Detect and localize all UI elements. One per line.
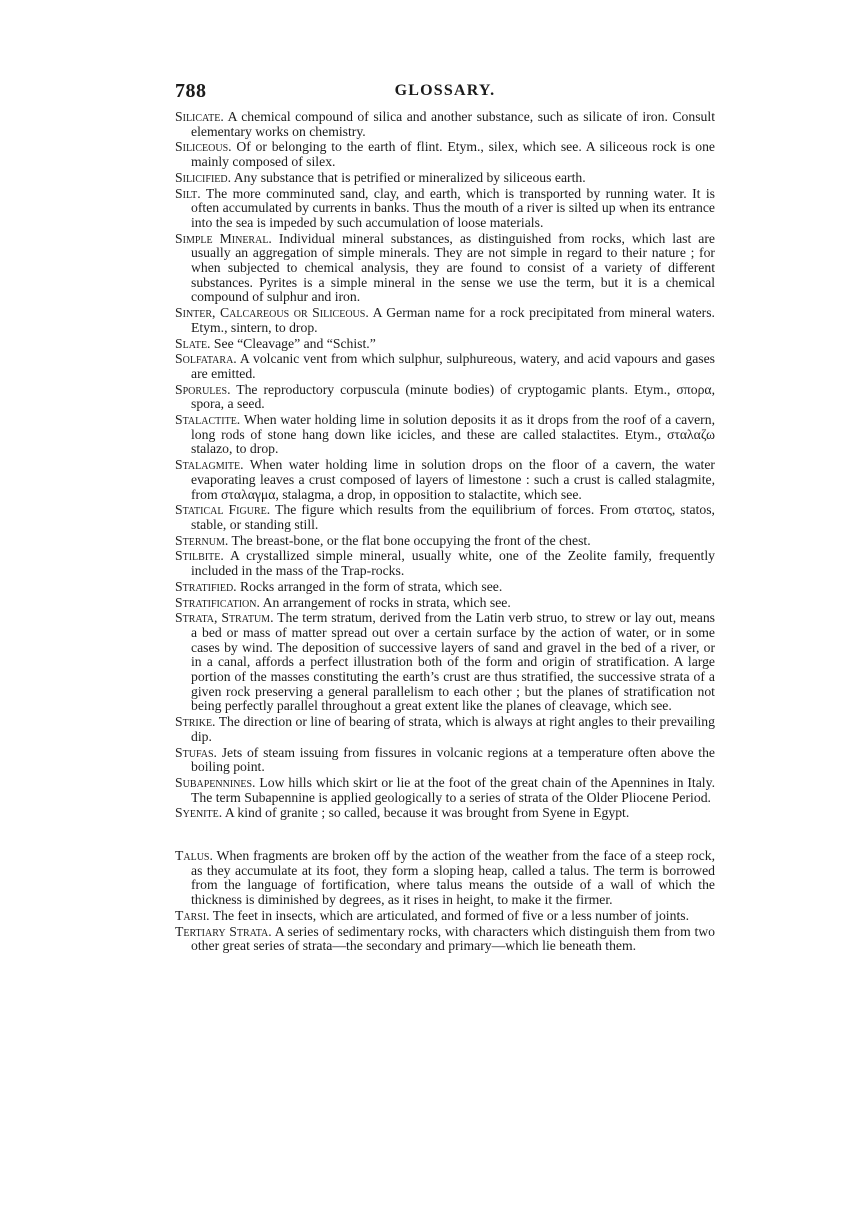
entry-term: Tertiary Strata. xyxy=(175,923,272,939)
glossary-entry xyxy=(175,413,715,457)
entry-text: The term stratum, derived from the Latin verb struo, to strew or lay out, means a bed or mass of matter spread out over a certain surface by the action of water, or in some cases by wind. The deposition of successive layers of sand and gravel in the bed of a river, or in a canal, affords a perfect illustration both of the form and origin of stratification. A large portion of the masses constituting the earth’s crust are thus stratified, the successive strata of a given rock preserving a general parallelism to each other ; but the planes of stratification not being perfectly parallel throughout a great extent like the planes of cleavage, which see. xyxy=(191,610,715,714)
entry-term: Tarsi. xyxy=(175,907,210,923)
entry-text: An arrangement of rocks in strata, which see. xyxy=(262,594,511,610)
glossary-entry xyxy=(175,806,715,821)
entry-term: Siliceous. xyxy=(175,139,232,155)
glossary-entry xyxy=(175,596,715,611)
entry-term: Silicate. xyxy=(175,109,224,124)
entry-text: The breast-bone, or the flat bone occupying the front of the chest. xyxy=(231,532,591,548)
entry-text: Individual mineral substances, as distinguished from rocks, which last are usually an aggregation of simple minerals. They are not simple in regard to their nature ; for when subjected to chemical analysis, they are found to consist of a variety of different substances. Pyrites is a simple mineral in the sense we use the term, but it is a chemical compound of sulphur and iron. xyxy=(191,230,716,305)
running-head: GLOSSARY. xyxy=(394,82,496,99)
entry-term: Stilbite. xyxy=(175,548,224,564)
glossary-entry xyxy=(175,306,715,335)
entry-text: See “Cleavage” and “Schist.” xyxy=(213,335,376,351)
glossary-body xyxy=(175,110,715,955)
entry-term: Sporules. xyxy=(175,381,231,397)
entry-text: Low hills which skirt or lie at the foot of the great chain of the Apennines in Italy. The term Subapennine is applied geologically to a series of strata of the Older Pliocene Period. xyxy=(191,774,715,805)
entry-term: Statical Figure. xyxy=(175,502,271,518)
entry-text: A volcanic vent from which sulphur, sulphureous, watery, and acid vapours and gases are emitted. xyxy=(191,351,716,381)
entry-text: A chemical compound of silica and another substance, such as silicate of iron. Consult elementary works on chemistry. xyxy=(191,109,715,139)
page-number: 788 xyxy=(175,80,207,102)
entry-term: Silicified. xyxy=(175,169,232,185)
glossary-entry xyxy=(175,909,715,924)
entry-text: Of or belonging to the earth of flint. Etym., silex, which see. A siliceous rock is one mainly composed of silex. xyxy=(191,139,715,170)
entry-term: Solfatara. xyxy=(175,351,237,367)
entry-text: The direction or line of bearing of strata, which is always at right angles to their prevailing dip. xyxy=(191,714,715,744)
entry-text: When water holding lime in solution drops on the floor of a cavern, the water evaporating leaves a crust composed of layers of limestone : such a crust is called stalagmite, from σταλαγμα, stalagma, a drop, in opposition to stalactite, which see. xyxy=(191,457,715,502)
glossary-entry xyxy=(175,337,715,352)
entry-text: A series of sedimentary rocks, with characters which distinguish them from two other great series of strata—the secondary and primary—which lie beneath them. xyxy=(191,923,716,954)
entry-term: Syenite. xyxy=(175,805,223,821)
entry-term: Stratified. xyxy=(175,578,237,594)
glossary-entry xyxy=(175,140,715,169)
glossary-entry xyxy=(175,549,715,578)
entry-text: The figure which results from the equilibrium of forces. From στατος, statos, stable, or standing still. xyxy=(191,502,715,532)
entry-term: Silt. xyxy=(175,185,201,201)
entry-term: Strike. xyxy=(175,714,216,730)
glossary-entry xyxy=(175,534,715,549)
entry-term: Stalactite. xyxy=(175,412,241,428)
entry-term: Slate. xyxy=(175,335,211,351)
entry-term: Sinter, Calcareous or Siliceous. xyxy=(175,305,369,321)
glossary-entry xyxy=(175,187,715,231)
glossary-entry xyxy=(175,352,715,381)
glossary-entry xyxy=(175,776,715,805)
glossary-entry xyxy=(175,503,715,532)
entry-text: The more comminuted sand, clay, and earth, which is transported by running water. It is often accumulated by currents in banks. Thus the mouth of a river is silted up when its entrance into the sea is impeded by such accumulation of loose materials. xyxy=(191,185,715,230)
glossary-entry xyxy=(175,383,715,412)
glossary-entry xyxy=(175,925,715,954)
entry-term: Stalagmite. xyxy=(175,457,244,473)
entry-term: Stufas. xyxy=(175,744,217,760)
entry-text: The feet in insects, which are articulated, and formed of five or a less number of joints. xyxy=(212,907,690,923)
glossary-entry xyxy=(175,715,715,744)
glossary-entry xyxy=(175,232,715,306)
glossary-entry xyxy=(175,110,715,139)
glossary-entry xyxy=(175,171,715,186)
entry-term: Talus. xyxy=(175,848,213,864)
entry-text: Rocks arranged in the form of strata, which see. xyxy=(240,578,503,594)
page-header xyxy=(175,80,715,106)
entry-term: Simple Mineral. xyxy=(175,230,272,246)
entry-text: A crystallized simple mineral, usually white, one of the Zeolite family, frequently included in the mass of the Trap-rocks. xyxy=(191,548,715,579)
glossary-entry xyxy=(175,746,715,775)
entry-term: Sternum. xyxy=(175,532,229,548)
entry-text: The reproductory corpuscula (minute bodies) of cryptogamic plants. Etym., σπορα, spora, a seed. xyxy=(191,381,715,412)
entry-text: Any substance that is petrified or mineralized by siliceous earth. xyxy=(233,169,586,185)
glossary-entry xyxy=(175,849,715,908)
entry-term: Strata, Stratum. xyxy=(175,610,274,626)
entry-text: Jets of steam issuing from fissures in volcanic regions at a temperature often above the boiling point. xyxy=(191,744,716,775)
glossary-entry xyxy=(175,611,715,714)
entry-text: A German name for a rock precipitated from mineral waters. Etym., sintern, to drop. xyxy=(191,305,715,335)
entry-text: A kind of granite ; so called, because it was brought from Syene in Egypt. xyxy=(224,805,630,821)
entry-term: Subapennines. xyxy=(175,774,256,790)
entry-term: Stratification. xyxy=(175,594,260,610)
entry-text: When water holding lime in solution deposits it as it drops from the roof of a cavern, long rods of stone hang down like icicles, and these are called stalactites. Etym., σταλαζω stalazo, to drop. xyxy=(191,412,715,457)
entry-text: When fragments are broken off by the action of the weather from the face of a steep rock, as they accumulate at its foot, they form a sloping heap, called a talus. The term is borrowed from the language of fortification, where talus means the outside of a wall of which the thickness is diminished by degrees, as it rises in height, to make it the firmer. xyxy=(191,848,715,908)
glossary-entry xyxy=(175,580,715,595)
glossary-entry xyxy=(175,458,715,502)
